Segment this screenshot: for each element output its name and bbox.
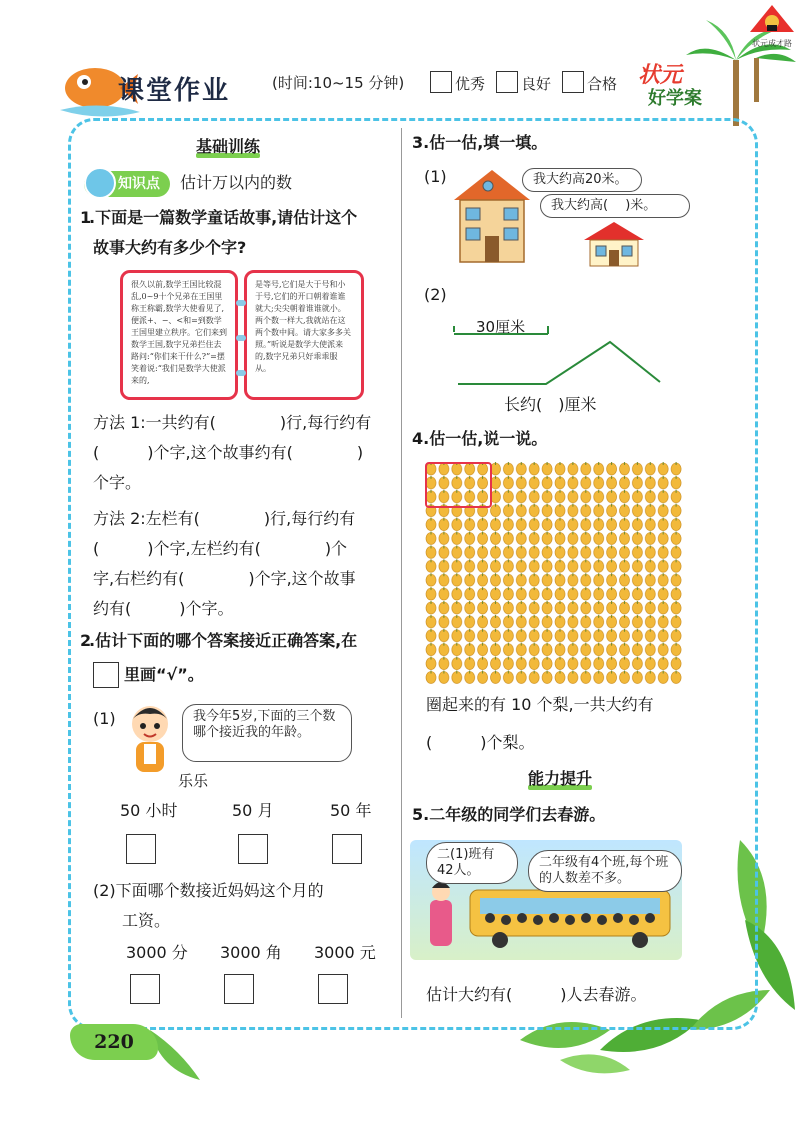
- binder-ring-icon: [236, 300, 246, 306]
- page-title: 课堂作业: [118, 76, 231, 106]
- brand-title: 状元: [638, 63, 683, 88]
- story-right-column: [244, 270, 364, 400]
- publisher-logo-icon: [750, 5, 794, 32]
- q4-line2: ( )个梨。: [426, 733, 535, 752]
- story-left-text: 很久以前,数学王国比较混乱,0~9十个兄弟在王国里称王称霸,数学大使看见了,便派+、−、<和=到数学王国里建立秩序。它们来到数学王国,数字兄弟拦住去路问:“你们来干什么?”=摆笑着说:“我们是数学大使派来的,: [131, 280, 227, 385]
- grade-info-text: 二年级有4个班,每个班的人数差不多。: [539, 855, 669, 886]
- q5-answer: 估计大约有( )人去春游。: [426, 985, 647, 1004]
- grade-checkbox-pass[interactable]: [562, 71, 584, 93]
- palm-tree-icon: [686, 20, 796, 126]
- binder-ring-icon: [236, 370, 246, 376]
- method2-line2: ( )个字,左栏约有( )个: [93, 539, 348, 558]
- section-advance-label: 能力提升: [528, 769, 593, 788]
- q2-sub2-option-jiao: 3000 角: [220, 943, 282, 962]
- q2-sub1-label: (1): [93, 709, 116, 728]
- q2-sub2-option-fen: 3000 分: [126, 943, 188, 962]
- q2-sub2-option-yuan: 3000 元: [314, 943, 376, 962]
- boy-speech-bubble: [182, 704, 352, 762]
- knowledge-tag-label: 知识点: [118, 176, 160, 192]
- boy-character-icon: [120, 700, 180, 782]
- q2-sub1-option-months: 50 月: [232, 801, 274, 820]
- q1-text-line2: 故事大约有多少个字?: [93, 238, 247, 257]
- boy-speech-text: 我今年5岁,下面的三个数哪个接近我的年龄。: [193, 709, 336, 740]
- q3-sub2-answer: 长约( )厘米: [504, 395, 597, 414]
- q2-sub2-checkbox-fen[interactable]: [130, 974, 160, 1004]
- q2-sub1-option-hours: 50 小时: [120, 801, 178, 820]
- time-note: (时间:10~15 分钟): [272, 74, 405, 92]
- grade-checkbox-good[interactable]: [496, 71, 518, 93]
- story-right-text: 是等号,它们是大于号和小于号,它们的开口朝着谁谁就大;尖尖朝着谁谁就小。两个数一样大,我就站在这两个数中间。请大家多多关照。”听说是数学大使派来的,数字兄弟只好乖乖服从。: [255, 280, 351, 373]
- section-basic-label: 基础训练: [196, 137, 261, 156]
- q3-sub1-label: (1): [424, 167, 447, 186]
- q2-text-line2: 里画“√”。: [124, 665, 204, 684]
- q2-sub1-checkbox-months[interactable]: [238, 834, 268, 864]
- building-speech-text: 我大约高20米。: [533, 172, 628, 187]
- q2-sub1-checkbox-hours[interactable]: [126, 834, 156, 864]
- method2-line3: 字,右栏约有( )个字,这个故事: [93, 569, 356, 588]
- q4-line1: 圈起来的有 10 个梨,一共大约有: [426, 695, 654, 714]
- class-size-text: 二(1)班有42人。: [437, 847, 495, 878]
- q2-sub1-option-years: 50 年: [330, 801, 372, 820]
- method1-line1: 方法 1:一共约有( )行,每行约有: [93, 413, 372, 432]
- section-basic-training: [192, 134, 264, 158]
- koala-icon: [84, 167, 116, 199]
- q3-sub2-label: (2): [424, 285, 447, 304]
- house-speech-text: 我大约高( )米。: [551, 198, 657, 213]
- q2-text-line1: .估计下面的哪个答案接近正确答案,在: [89, 631, 358, 650]
- grade-label-excellent: 优秀: [455, 75, 486, 93]
- q1-text-line1: .下面是一篇数学童话故事,请估计这个: [89, 208, 358, 227]
- boy-name-label: 乐乐: [178, 772, 209, 790]
- tall-building-icon: [452, 168, 532, 264]
- q2-sub2-line2: 工资。: [122, 911, 171, 930]
- section-ability-boost: [524, 766, 596, 790]
- corner-logo-text: 状元成才路: [752, 39, 792, 48]
- q3-title: 3.估一估,填一填。: [412, 133, 548, 152]
- grade-checkbox-excellent[interactable]: [430, 71, 452, 93]
- length-reference-label: 30厘米: [476, 318, 526, 336]
- method1-line2: ( )个字,这个故事约有( ): [93, 443, 364, 462]
- q2-sub1-checkbox-years[interactable]: [332, 834, 362, 864]
- answer-box-sample: [93, 662, 119, 688]
- leaf-decoration-icon: [150, 1030, 200, 1080]
- binder-ring-icon: [236, 335, 246, 341]
- column-divider: [401, 128, 402, 1018]
- q1-number: 1: [80, 208, 92, 227]
- q2-sub2-checkbox-jiao[interactable]: [224, 974, 254, 1004]
- method1-line3: 个字。: [93, 473, 142, 492]
- q2-number: 2: [80, 631, 92, 650]
- method2-line4: 约有( )个字。: [93, 599, 234, 618]
- knowledge-title: 估计万以内的数: [180, 173, 293, 192]
- q2-sub2-line1: (2)下面哪个数接近妈妈这个月的: [93, 881, 324, 900]
- length-diagram: [450, 320, 670, 390]
- small-house-icon: [582, 220, 646, 268]
- grade-label-good: 良好: [521, 75, 552, 93]
- q2-sub2-checkbox-yuan[interactable]: [318, 974, 348, 1004]
- grade-info-bubble: [528, 850, 682, 892]
- grade-label-pass: 合格: [587, 75, 618, 93]
- story-left-column: [120, 270, 238, 400]
- building-speech-bubble: [522, 168, 642, 192]
- page-number: 220: [70, 1024, 158, 1060]
- house-speech-bubble: [540, 194, 690, 218]
- pear-grid: [425, 462, 683, 684]
- method2-line1: 方法 2:左栏有( )行,每行约有: [93, 509, 356, 528]
- q5-title: 5.二年级的同学们去春游。: [412, 805, 606, 824]
- q4-title: 4.估一估,说一说。: [412, 429, 548, 448]
- brand-subtitle: 好学案: [648, 88, 702, 109]
- class-size-bubble: [426, 842, 518, 884]
